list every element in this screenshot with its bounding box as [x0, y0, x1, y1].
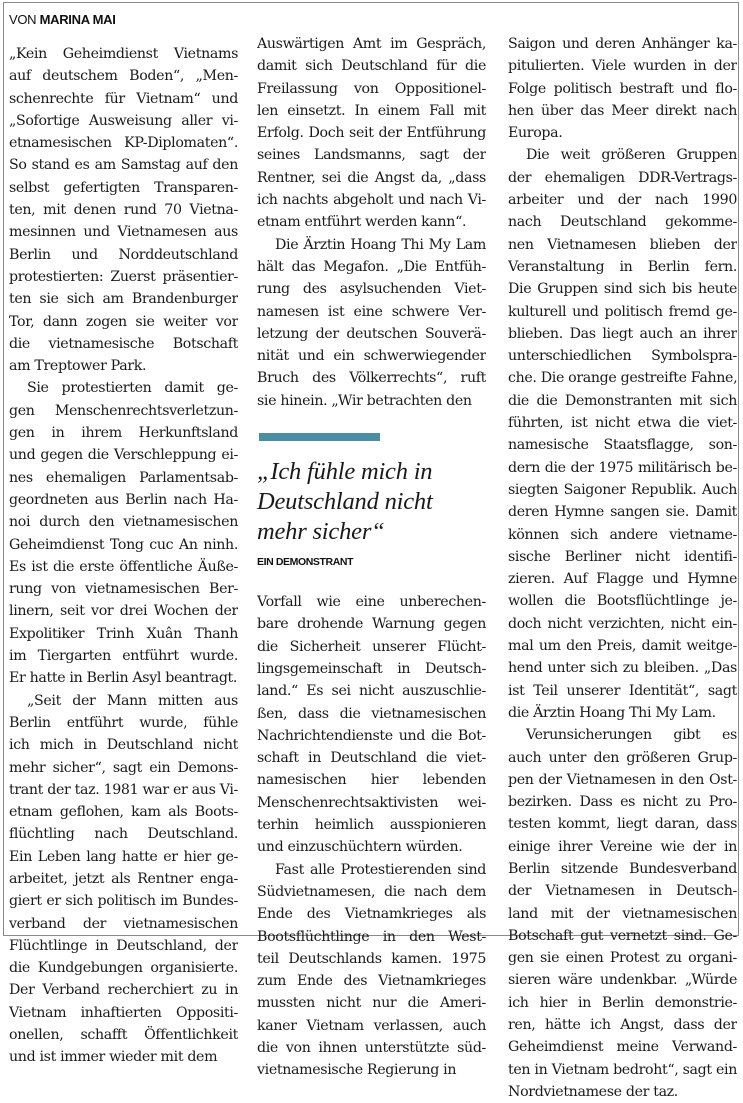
text-line: Botschaft gut vernetzt sind. Ge- [508, 927, 737, 944]
text-line: Südvietnamesen, die nach dem [257, 883, 486, 900]
text-line: ten in Vietnam bedroht“, sagt ein [508, 1061, 737, 1078]
text-line: noi durch den vietnamesischen [9, 514, 238, 531]
text-line: hen über das Meer direkt nach [508, 102, 737, 119]
text-line: etnamesischen KP-Diplomaten“. [9, 135, 238, 152]
text-line: können sich andere vietname- [508, 526, 737, 543]
pull-quote-line: mehr sicher“ [257, 518, 385, 546]
text-line: ich hier in Berlin demonstrie- [508, 994, 737, 1011]
text-line: „Seit der Mann mitten aus [27, 692, 238, 709]
text-line: pitulierten. Viele wurden in der [508, 58, 737, 75]
text-line: Erfolg. Doch seit der Entführung [257, 125, 486, 142]
byline-author: MARINA MAI [39, 12, 116, 27]
text-line: nität und ein schwerwiegender [257, 348, 486, 365]
text-line: Berlin und Norddeutschland [9, 246, 238, 263]
text-line: Geheimdienst meine Verwand- [508, 1039, 737, 1056]
article-paragraph [9, 377, 238, 689]
text-line: teil Deutschlands kamen. 1975 [257, 950, 486, 967]
text-line: letzung der deutschen Souverä- [257, 325, 486, 342]
pull-quote-accent-bar [259, 433, 380, 441]
text-line: namesischen hier lebenden [257, 772, 486, 789]
text-line: namesische Staatsflagge, son- [508, 437, 737, 454]
text-line: „Kein Geheimdienst Vietnams [9, 46, 238, 62]
text-line: nes ehemaligen Parlamentsab- [9, 469, 238, 486]
text-line: Folge politisch bestraft und flo- [508, 80, 737, 97]
text-line: len einsetzt. In einem Fall mit [257, 102, 486, 119]
text-line: sie hinein. „Wir betrachten den [257, 392, 472, 409]
text-line: führten, ist nicht etwa die viet- [508, 415, 737, 432]
text-line: bezirken. Dass es nicht zu Pro- [508, 794, 737, 811]
text-line: che. Die orange gestreifte Fahne, [508, 370, 737, 387]
text-line: ren, hätte ich Angst, dass der [508, 1017, 737, 1034]
text-line: Berlin sitzende Bundesverband [508, 860, 737, 877]
text-line: Freilassung von Oppositionel- [257, 80, 486, 97]
text-line: einige ihrer Vereine wie der in [508, 838, 737, 855]
text-line: doch nicht verzichten, nicht ein- [508, 615, 737, 632]
text-line: die Kundgebungen organisierte. [9, 960, 238, 977]
text-line: Menschenrechtsaktivisten wei- [257, 794, 486, 811]
text-line: selbst gefertigten Transparen- [9, 179, 238, 196]
text-line: Die weit größeren Gruppen [526, 147, 737, 164]
text-line: gen sie einen Protest zu organi- [508, 950, 737, 967]
text-line: und einzuschüchtern würden. [257, 839, 463, 856]
text-line: deren Hymne sangen sie. Damit [508, 504, 737, 521]
text-line: Er hatte in Berlin Asyl beantragt. [9, 670, 238, 687]
text-line: mesinnen und Vietnamesen aus [9, 224, 238, 241]
text-line: rung des asylsuchenden Viet- [257, 281, 486, 298]
text-line: die vietnamesische Botschaft [9, 335, 238, 352]
text-line: Ende des Vietnamkrieges als [257, 906, 486, 923]
text-line: linern, seit vor drei Wochen der [9, 603, 238, 620]
text-line: Verunsicherungen gibt es [526, 727, 737, 744]
text-line: Saigon und deren Anhänger ka- [508, 36, 737, 52]
pull-quote-line: „Ich fühle mich in [257, 458, 433, 486]
article-paragraph [9, 690, 238, 1069]
text-line: kulturell und politisch fremd ge- [508, 303, 737, 320]
text-line: arbeitet, jetzt als Rentner enga- [9, 870, 238, 887]
text-line: giert er sich politisch im Bundes- [9, 893, 238, 910]
text-line: Rentner, sei die Angst da, „dass [257, 169, 486, 186]
text-line: flüchtling nach Deutschland. [9, 826, 238, 843]
text-line: nen Vietnamesen blieben der [508, 236, 737, 253]
text-line: pen der Vietnamesen in den Ost- [508, 771, 737, 788]
text-line: ich mich in Deutschland nicht [9, 737, 238, 754]
text-line: dern die der 1975 militärisch be- [508, 459, 737, 476]
article-paragraph [257, 859, 486, 1082]
text-line: ten, mit denen rund 70 Vietna- [9, 202, 238, 219]
text-line: ich nachts abgeholt und nach Vi- [257, 192, 486, 209]
text-line: Vorfall wie eine unberechen- [257, 594, 486, 611]
column-body [9, 30, 238, 1069]
text-line: Die Gruppen sind sich bis heute [508, 281, 737, 298]
text-line: damit sich Deutschland für die [257, 58, 486, 75]
text-line: rung von vietnamesischen Ber- [9, 581, 238, 598]
text-line: und gegen die Verschleppung ei- [9, 447, 238, 464]
pull-quote-line: Deutschland nicht [257, 488, 433, 516]
article-paragraph [508, 33, 737, 144]
text-line: Nordvietnamese der taz. [508, 1083, 678, 1100]
text-line: terhin heimlich ausspionieren [257, 817, 486, 834]
text-line: arbeiter und der nach 1990 [508, 192, 737, 209]
byline-prefix: VON [9, 12, 37, 27]
text-line: Sie protestierten damit ge- [27, 380, 238, 397]
article-column-3 [508, 3, 737, 1103]
text-line: Nachrichtendienste und die Bot- [257, 727, 486, 744]
text-line: blieben. Das liegt auch an ihrer [508, 325, 737, 342]
text-line: Die Ärztin Hoang Thi My Lam [275, 236, 486, 253]
text-line: Tor, dann zogen sie weiter vor [9, 313, 238, 330]
pull-quote-attribution: EIN DEMONSTRANT [257, 556, 354, 569]
text-line: Berlin entführt wurde, fühle [9, 714, 238, 731]
text-line: nach Deutschland gekomme- [508, 214, 737, 231]
text-line: bare drohende Warnung gegen [257, 616, 486, 633]
text-line: testen kommt, liegt daran, dass [508, 816, 737, 833]
text-line: Geheimdienst Tong cuc An ninh. [9, 536, 238, 553]
text-line: onellen, schafft Öffentlichkeit [9, 1027, 238, 1044]
text-line: Auswärtigen Amt im Gespräch, [257, 36, 486, 52]
text-line: die von ihnen unterstützte süd- [257, 1039, 486, 1056]
text-line: So stand es am Samstag auf den [9, 157, 238, 174]
text-line: die Ärztin Hoang Thi My Lam. [508, 704, 716, 721]
text-line: geordneten aus Berlin nach Ha- [9, 491, 238, 508]
text-line: protestierten: Zuerst präsentier- [9, 268, 238, 285]
article-paragraph [257, 234, 486, 412]
text-line: namesen ist eine schwere Ver- [257, 303, 486, 320]
text-line: wollen die Bootsflüchtlinge je- [508, 593, 737, 610]
text-line: vietnamesische Regierung in [257, 1062, 457, 1079]
text-line: im Tiergarten entführt wurde. [9, 648, 238, 665]
text-line: siegten Saigoner Republik. Auch [508, 481, 737, 498]
text-line: lingsgemeinschaft in Deutsch- [257, 660, 486, 677]
text-line: „Sofortige Ausweisung aller vi- [9, 112, 238, 129]
text-line: kaner Vietnam verlassen, auch [257, 1017, 486, 1034]
text-line: Europa. [508, 125, 563, 142]
text-line: schaft in Deutschland die viet- [257, 750, 486, 767]
article-paragraph [508, 724, 737, 1103]
text-line: der Vietnamesen in Deutsch- [508, 883, 737, 900]
article-column-2 [257, 3, 486, 1082]
text-line: Vietnam inhaftierten Oppositi- [9, 1004, 238, 1021]
text-line: der ehemaligen DDR-Vertrags- [508, 169, 737, 186]
text-line: ist Teil unserer Identität“, sagt [508, 682, 737, 699]
text-line: hend unter sich zu bleiben. „Das [508, 660, 737, 677]
text-line: Es ist die erste öffentliche Äuße- [9, 558, 238, 575]
text-line: Bruch des Völkerrechts“, ruft [257, 370, 486, 387]
text-line: etnam geflohen, kam als Boots- [9, 804, 238, 821]
article-column-1 [9, 3, 238, 1069]
text-line: sieren wäre undenkbar. „Würde [508, 972, 737, 989]
byline [9, 10, 238, 30]
article-paragraph [9, 43, 238, 377]
text-line: verband der vietnamesischen [9, 915, 238, 932]
text-line: gen Menschenrechtsverletzun- [9, 402, 238, 419]
article-page [3, 2, 739, 1100]
column-body [508, 3, 737, 1103]
text-line: mussten nicht nur die Ameri- [257, 995, 486, 1012]
text-line: land.“ Es sei nicht auszuschlie- [257, 683, 486, 700]
text-line: die die Demonstranten mit sich [508, 392, 737, 409]
text-line: am Treptower Park. [9, 358, 147, 375]
text-line: auf deutschem Boden“, „Men- [9, 68, 238, 85]
text-line: mal um den Preis, damit weitge- [508, 638, 737, 655]
text-line: hält das Megafon. „Die Entfüh- [257, 258, 486, 275]
pull-quote [257, 457, 486, 547]
text-line: land mit der vietnamesischen [508, 905, 737, 922]
text-line: Fast alle Protestierenden sind [275, 861, 486, 878]
text-line: mehr sicher“, sagt ein Demons- [9, 759, 238, 776]
text-line: ßen, dass die vietnamesischen [257, 705, 486, 722]
text-line: etnam entführt werden kann“. [257, 214, 467, 231]
text-line: seines Landsmanns, sagt der [257, 147, 486, 164]
article-paragraph [257, 33, 486, 234]
column-body [257, 3, 486, 412]
text-line: Bootsflüchtlinge in den West- [257, 928, 486, 945]
text-line: schenrechte für Vietnam“ und [9, 90, 238, 107]
text-line: die Sicherheit unserer Flücht- [257, 638, 486, 655]
text-line: gen in ihrem Herkunftsland [9, 425, 238, 442]
text-line: zieren. Auf Flagge und Hymne [508, 571, 737, 588]
column-body-continued [257, 591, 486, 1082]
article-paragraph [508, 144, 737, 724]
text-line: Ein Leben lang hatte er hier ge- [9, 848, 238, 865]
text-line: Expolitiker Trinh Xuân Thanh [9, 625, 238, 642]
text-line: ten sie sich am Brandenburger [9, 291, 238, 308]
text-line: Der Verband recherchiert zu in [9, 982, 238, 999]
text-line: trant der taz. 1981 war er aus Vi- [9, 781, 238, 798]
text-line: unterschiedlichen Symbolspra- [508, 348, 737, 365]
text-line: Flüchtlinge in Deutschland, der [9, 937, 238, 954]
text-line: auch unter den größeren Grup- [508, 749, 737, 766]
article-paragraph [257, 591, 486, 859]
text-line: und ist immer wieder mit dem [9, 1049, 218, 1066]
text-line: zum Ende des Vietnamkrieges [257, 973, 486, 990]
text-line: Veranstaltung in Berlin fern. [508, 258, 737, 275]
text-line: sische Berliner nicht identifi- [508, 548, 737, 565]
